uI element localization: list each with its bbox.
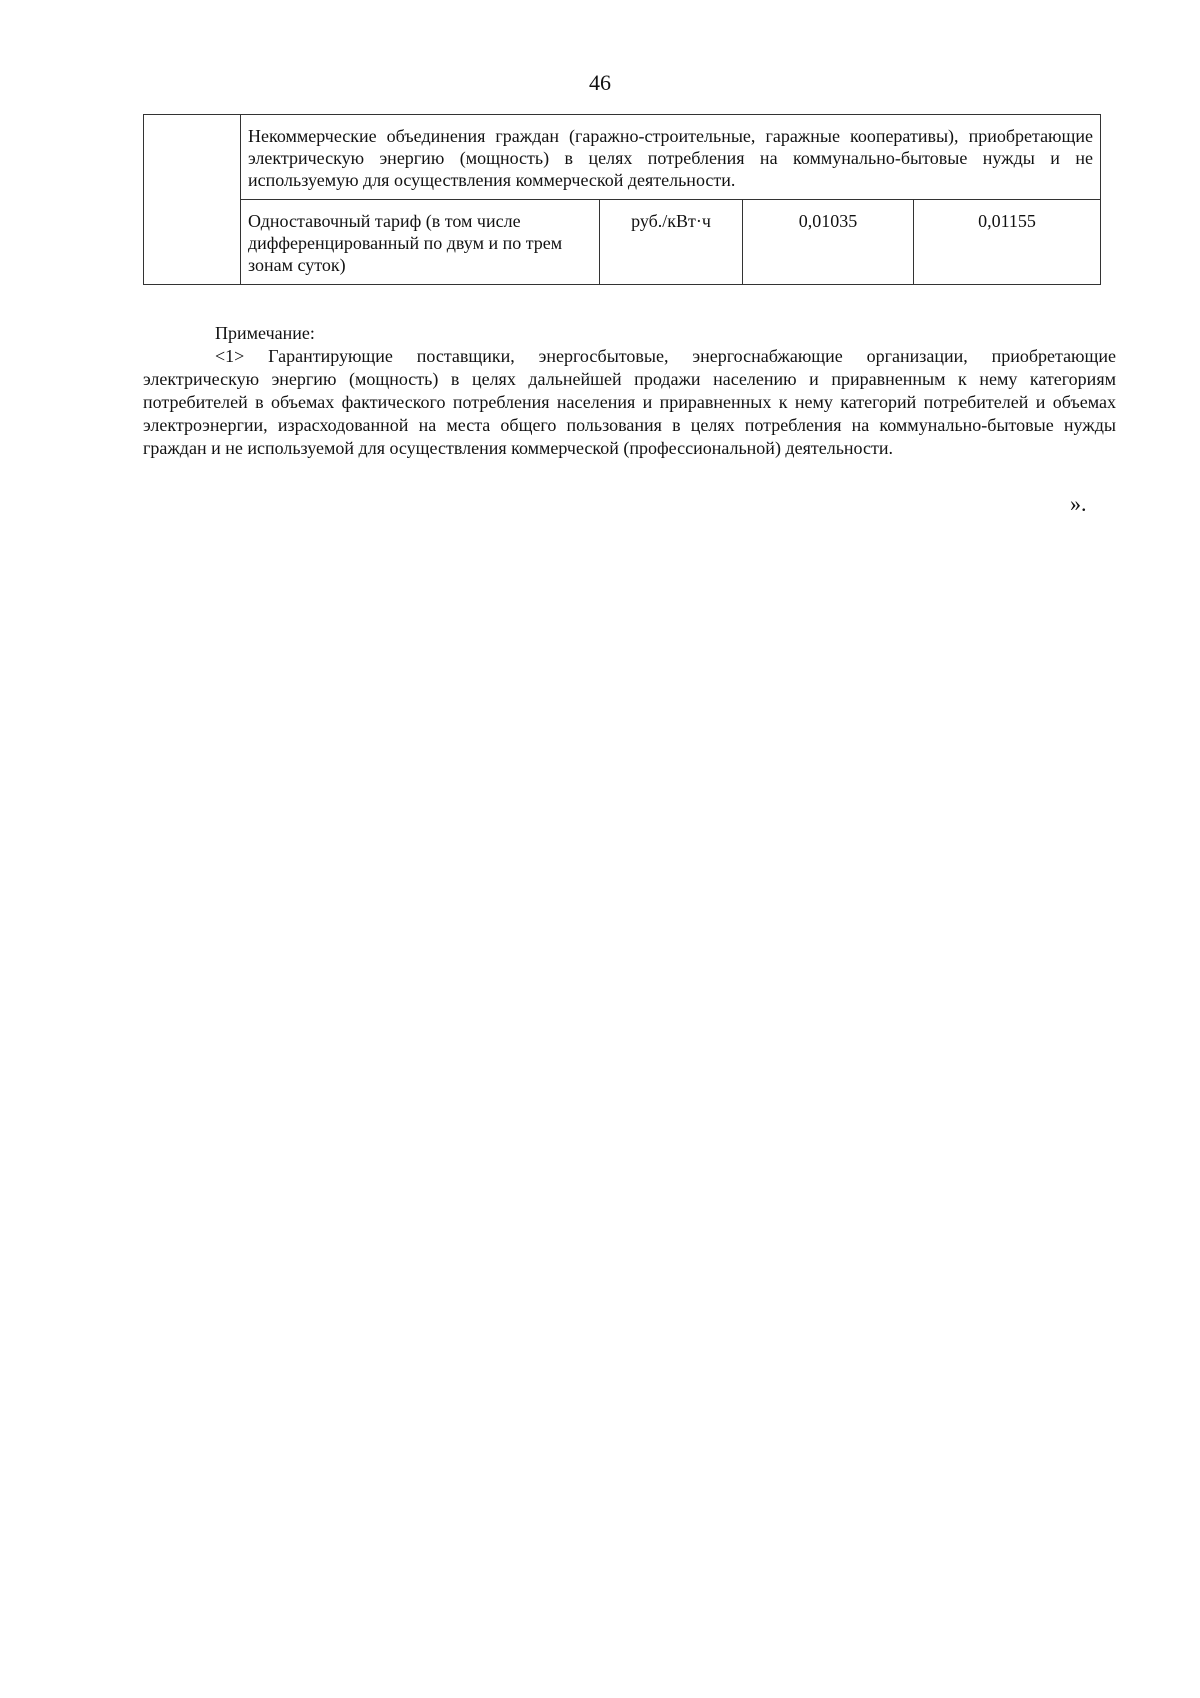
tariff-table [143,114,1101,285]
note-block [143,322,1116,460]
unit-cell: руб./кВт·ч [600,200,743,285]
tariff-value-2-cell: 0,01155 [914,200,1101,285]
tariff-name-cell: Одноставочный тариф (в том числе дифференцированный по двум и по трем зонам суток) [241,200,600,285]
closing-quote-mark: ». [1070,491,1087,516]
page-number: 46 [589,70,611,95]
note-title: Примечание: [215,323,315,343]
note-text: <1> Гарантирующие поставщики, энергосбытовые, энергоснабжающие организации, приобретающие электрическую энергию (мощность) в целях дальнейшей продажи населению и приравненным к нему категориям потребителей в объемах фактического потребления населения и приравненных к нему категорий потребителей и объемах электроэнергии, израсходованной на места общего пользования в целях потребления на коммунально-бытовые нужды граждан и не используемой для осуществления коммерческой (профессиональной) деятельности. [143,346,1116,458]
table-row-group [144,115,1101,200]
consumer-group-label: Некоммерческие объединения граждан (гаражно-строительные, гаражные кооперативы), приобретающие электрическую энергию (мощность) в целях потребления на коммунально-бытовые нужды и не используемую для осуществления коммерческой деятельности. [241,115,1101,200]
tariff-value-1-cell: 0,01035 [743,200,914,285]
table-empty-cell [144,115,241,285]
table-row [144,200,1101,285]
